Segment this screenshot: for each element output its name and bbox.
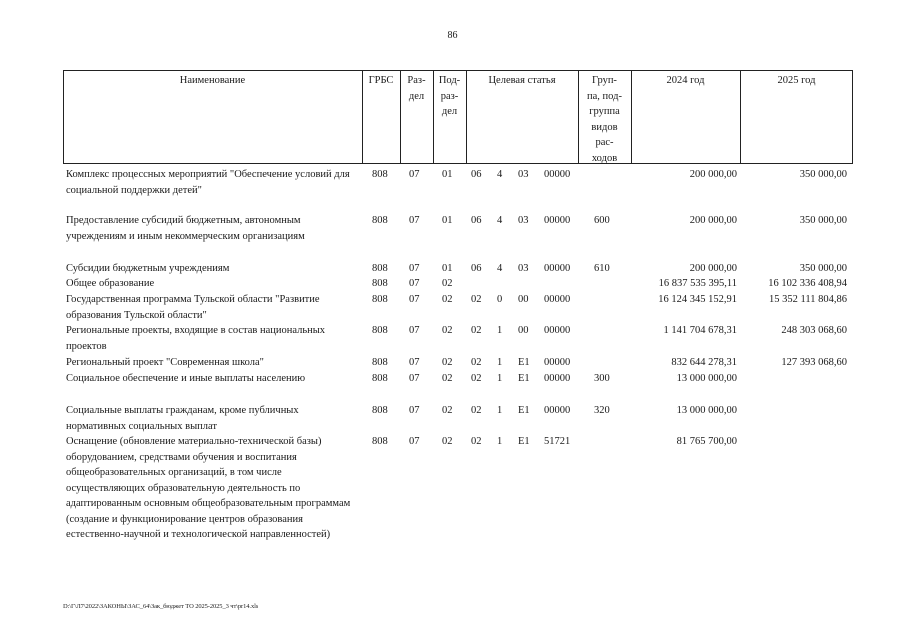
row-amount-2024: 1 141 704 678,31	[663, 325, 737, 336]
row-target-type: 1	[497, 436, 503, 447]
row-target-program: 02	[471, 373, 482, 384]
row-amount-2024: 13 000 000,00	[676, 405, 737, 416]
row-group: 610	[594, 263, 610, 274]
row-razdel: 07	[409, 357, 420, 368]
row-target-code: 00000	[544, 263, 571, 274]
row-target-code: 00000	[544, 294, 571, 305]
row-target-program: 02	[471, 325, 482, 336]
row-amount-2024: 832 644 278,31	[671, 357, 737, 368]
row-target-program: 02	[471, 294, 482, 305]
row-grbs: 808	[372, 405, 388, 416]
row-name: Региональные проекты, входящие в состав национальных проектов	[66, 325, 326, 352]
row-group: 300	[594, 373, 610, 384]
row-target-code: 00000	[544, 373, 571, 384]
row-amount-2025: 350 000,00	[799, 169, 847, 180]
row-target-sub: E1	[518, 357, 530, 368]
row-podrazdel: 02	[442, 405, 453, 416]
row-podrazdel: 02	[442, 436, 453, 447]
row-target-type: 1	[497, 325, 503, 336]
row-name: Комплекс процессных мероприятий "Обеспечение условий для социальной поддержки детей"	[66, 169, 350, 196]
row-podrazdel: 02	[442, 325, 453, 336]
row-target-sub: E1	[518, 436, 530, 447]
row-amount-2025: 350 000,00	[799, 215, 847, 226]
header-grbs: ГРБС	[368, 75, 394, 86]
row-grbs: 808	[372, 263, 388, 274]
row-grbs: 808	[372, 325, 388, 336]
header-group: Груп- па, под- группа видов рас- ходов	[587, 75, 622, 164]
row-target-code: 51721	[544, 436, 571, 447]
row-name: Государственная программа Тульской области "Развитие образования Тульской области"	[66, 294, 320, 321]
row-grbs: 808	[372, 436, 388, 447]
row-razdel: 07	[409, 325, 420, 336]
row-grbs: 808	[372, 373, 388, 384]
row-target-type: 4	[497, 215, 503, 226]
row-razdel: 07	[409, 373, 420, 384]
row-target-program: 06	[471, 263, 482, 274]
row-target-type: 0	[497, 294, 503, 305]
row-target-type: 4	[497, 263, 503, 274]
row-target-program: 06	[471, 215, 482, 226]
row-name: Социальное обеспечение и иные выплаты населению	[66, 373, 306, 384]
row-amount-2025: 127 393 068,60	[781, 357, 847, 368]
row-amount-2025: 16 102 336 408,94	[768, 278, 847, 289]
row-podrazdel: 01	[442, 169, 453, 180]
row-target-program: 06	[471, 169, 482, 180]
row-name: Оснащение (обновление материально-технической базы) оборудованием, средствами обучения и воспитания общеобразовательных организаций, в том числе осуществляющих образовательную деятельность по адаптированным основным общеобразовательным программам (создание и функционирование центров образования естественно-научной и технологической направленностей)	[66, 436, 351, 540]
row-amount-2025: 15 352 111 804,86	[769, 294, 847, 305]
row-podrazdel: 01	[442, 215, 453, 226]
file-path-footer: D:\Г\Л7\2022\ЗАКОНЫ\ЗАС_64\Зак_бюджет ТО 2025-2025_3 чт\pr14.xls	[63, 603, 259, 610]
row-target-sub: E1	[518, 373, 530, 384]
row-target-sub: 03	[518, 169, 529, 180]
row-amount-2024: 81 765 700,00	[676, 436, 737, 447]
header-name: Наименование	[179, 75, 246, 86]
row-grbs: 808	[372, 278, 388, 289]
row-target-sub: 00	[518, 294, 529, 305]
row-amount-2024: 13 000 000,00	[676, 373, 737, 384]
row-podrazdel: 02	[442, 278, 453, 289]
row-razdel: 07	[409, 405, 420, 416]
row-name: Общее образование	[66, 278, 155, 289]
row-target-program: 02	[471, 357, 482, 368]
row-podrazdel: 01	[442, 263, 453, 274]
row-target-type: 1	[497, 373, 503, 384]
row-target-type: 1	[497, 357, 503, 368]
row-target-code: 00000	[544, 215, 571, 226]
row-amount-2024: 200 000,00	[689, 215, 737, 226]
row-target-sub: 03	[518, 263, 529, 274]
header-podrazdel: Под- раз- дел	[438, 75, 461, 117]
row-target-type: 4	[497, 169, 503, 180]
row-amount-2025: 248 303 068,60	[781, 325, 847, 336]
row-grbs: 808	[372, 357, 388, 368]
row-name: Субсидии бюджетным учреждениям	[66, 263, 230, 274]
row-group: 320	[594, 405, 610, 416]
row-target-program: 02	[471, 436, 482, 447]
row-amount-2024: 16 837 535 395,11	[658, 278, 737, 289]
row-amount-2024: 16 124 345 152,91	[658, 294, 737, 305]
row-podrazdel: 02	[442, 373, 453, 384]
row-razdel: 07	[409, 294, 420, 305]
row-target-sub: E1	[518, 405, 530, 416]
row-target-type: 1	[497, 405, 503, 416]
row-name: Региональный проект "Современная школа"	[66, 357, 264, 368]
row-podrazdel: 02	[442, 357, 453, 368]
header-target: Целевая статья	[488, 75, 556, 86]
row-group: 600	[594, 215, 610, 226]
row-target-sub: 00	[518, 325, 529, 336]
row-grbs: 808	[372, 294, 388, 305]
row-target-sub: 03	[518, 215, 529, 226]
row-amount-2025: 350 000,00	[799, 263, 847, 274]
row-grbs: 808	[372, 215, 388, 226]
row-amount-2024: 200 000,00	[689, 263, 737, 274]
row-razdel: 07	[409, 278, 420, 289]
row-grbs: 808	[372, 169, 388, 180]
row-razdel: 07	[409, 215, 420, 226]
row-name: Предоставление субсидий бюджетным, автономным учреждениям и иным некоммерческим организациям	[66, 215, 305, 242]
page-number: 86	[447, 30, 458, 41]
row-target-program: 02	[471, 405, 482, 416]
header-2025: 2025 год	[777, 75, 816, 86]
row-target-code: 00000	[544, 405, 571, 416]
header-2024: 2024 год	[666, 75, 705, 86]
row-name: Социальные выплаты гражданам, кроме публичных нормативных социальных выплат	[66, 405, 299, 432]
header-razdel: Раз- дел	[407, 75, 426, 102]
row-podrazdel: 02	[442, 294, 453, 305]
row-razdel: 07	[409, 263, 420, 274]
row-amount-2024: 200 000,00	[689, 169, 737, 180]
row-razdel: 07	[409, 436, 420, 447]
row-razdel: 07	[409, 169, 420, 180]
row-target-code: 00000	[544, 169, 571, 180]
row-target-code: 00000	[544, 325, 571, 336]
row-target-code: 00000	[544, 357, 571, 368]
